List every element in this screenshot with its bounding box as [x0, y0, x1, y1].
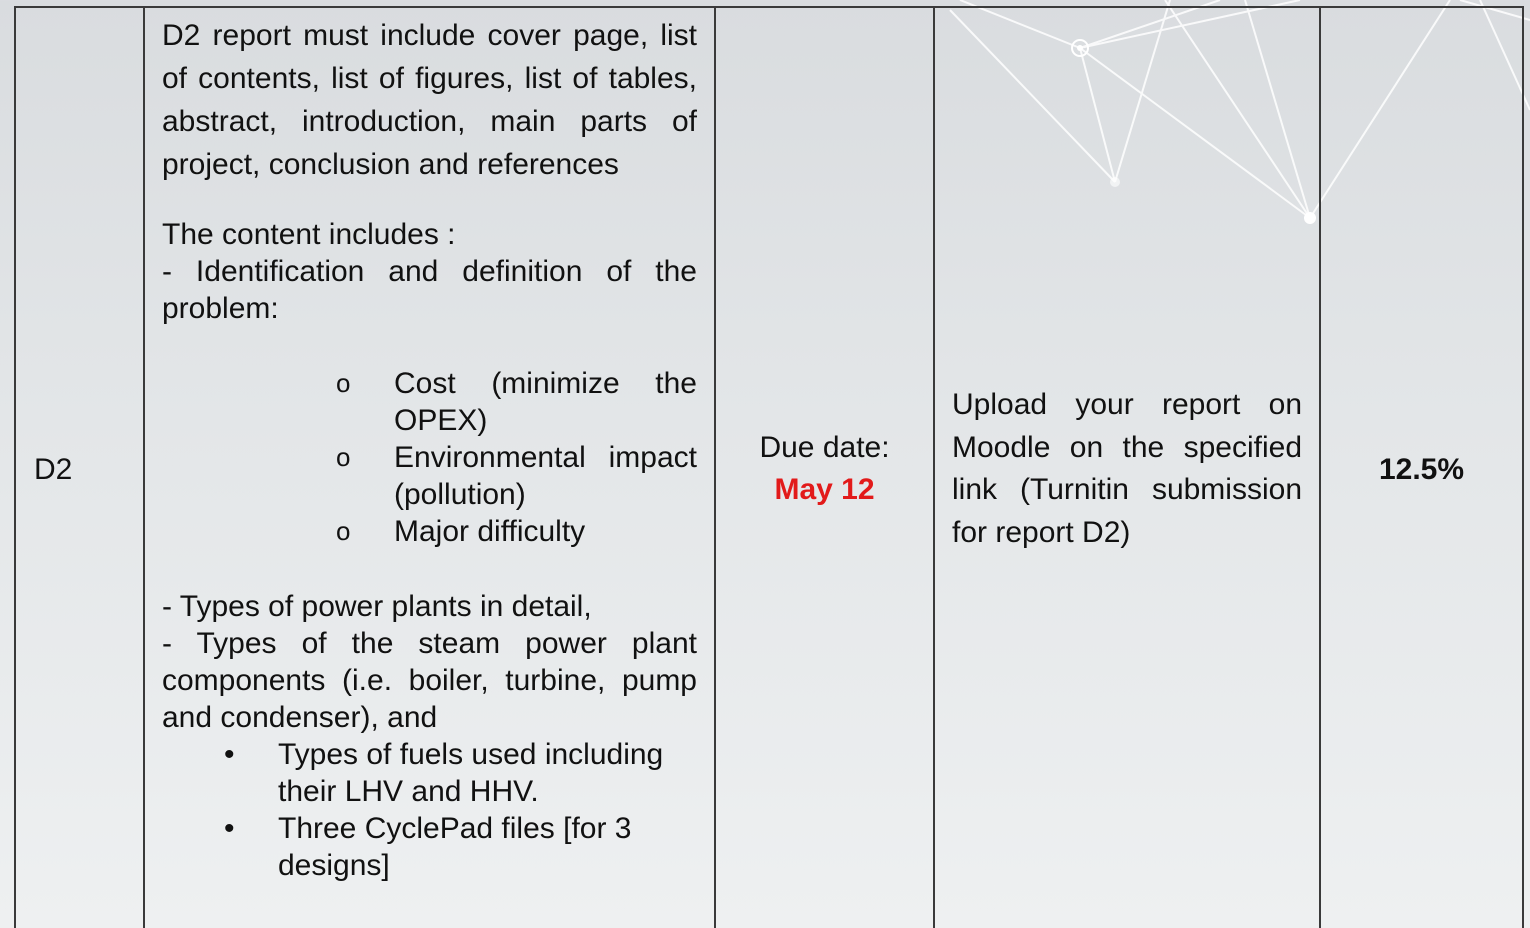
detail-item-text: Types of fuels used including their LHV and HHV.	[278, 738, 664, 808]
detail-list	[162, 736, 697, 884]
weight-value: 12.5%	[1378, 452, 1465, 486]
weight-cell	[1320, 7, 1523, 928]
detail-item-text: Three CyclePad files [for 3 designs]	[278, 812, 632, 882]
list-item	[336, 365, 697, 439]
deliverable-description-cell	[144, 7, 715, 928]
circle-bullet-icon: o	[336, 516, 351, 546]
due-date-value: May 12	[774, 473, 875, 506]
types-line: - Types of power plants in detail,	[162, 590, 592, 623]
table-row	[15, 7, 1523, 928]
list-item	[336, 439, 697, 513]
circle-bullet-icon: o	[336, 442, 351, 472]
list-item	[336, 513, 697, 550]
submission-instructions: Upload your report on Moodle on the specified link (Turnitin submission for report D2)	[952, 388, 1302, 549]
problem-list	[162, 365, 697, 550]
list-item	[220, 736, 697, 810]
content-heading: The content includes :	[162, 218, 456, 251]
list-item	[220, 810, 697, 884]
problem-item-text: Cost (minimize the OPEX)	[394, 367, 697, 437]
circle-bullet-icon: o	[336, 368, 351, 398]
components-line: - Types of the steam power plant components (i.e. boiler, turbine, pump and condenser), and	[162, 627, 697, 734]
problem-item-text: Major difficulty	[394, 515, 586, 548]
problem-item-text: Environmental impact (pollution)	[394, 441, 697, 511]
due-date-cell	[715, 7, 934, 928]
problem-line: - Identification and definition of the problem:	[162, 255, 697, 325]
deliverable-code: D2	[34, 452, 73, 486]
description-intro: D2 report must include cover page, list of contents, list of figures, list of tables, abstract, introduction, main parts of project, conclusion and references	[162, 19, 697, 181]
deliverable-code-cell	[15, 7, 144, 928]
dot-bullet-icon: •	[224, 812, 235, 845]
submission-cell	[934, 7, 1320, 928]
deliverables-table	[14, 6, 1524, 928]
due-date-label: Due date:	[759, 431, 890, 464]
dot-bullet-icon: •	[224, 738, 235, 771]
